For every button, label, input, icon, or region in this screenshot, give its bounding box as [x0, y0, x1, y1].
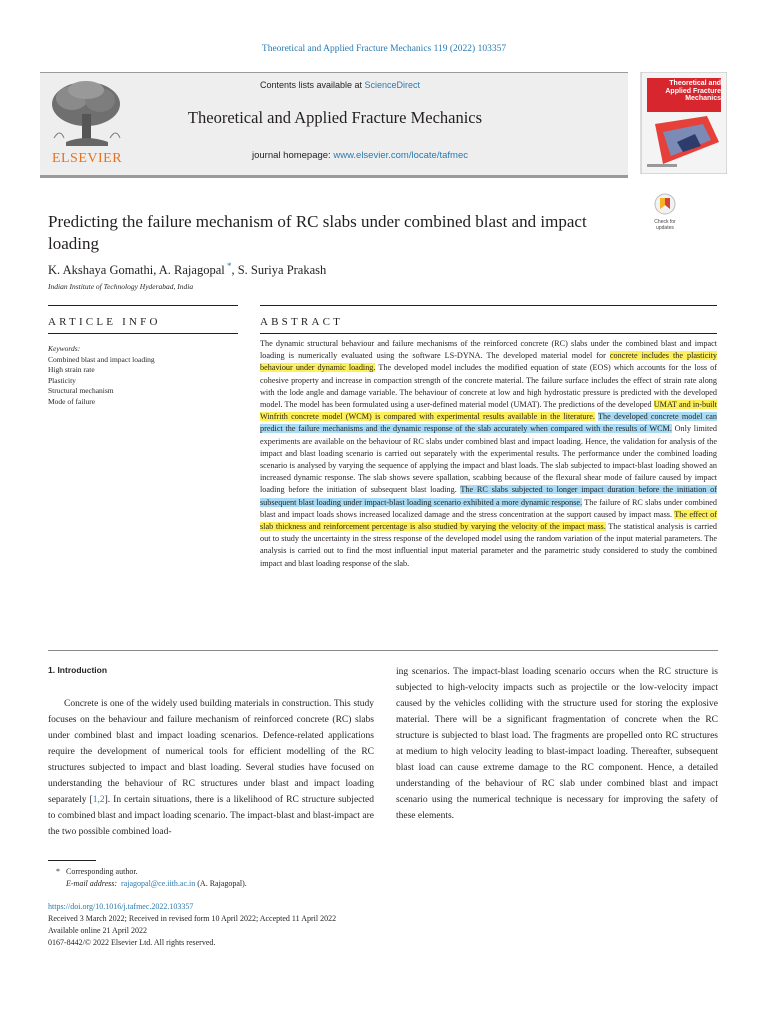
doi-link[interactable]: https://doi.org/10.1016/j.tafmec.2022.103357	[48, 902, 194, 911]
highlight-yellow[interactable]: concrete includes the plasticity behaviour under dynamic loading.	[260, 351, 717, 373]
journal-reference[interactable]: Theoretical and Applied Fracture Mechanics 119 (2022) 103357	[261, 44, 507, 54]
abstract-text-segment: The dynamic structural behaviour and failure mechanisms of the reinforced concrete (RC) slabs under the combined blast and impact loading is numerically evaluated using the software LS-DYNA. The developed material model for	[260, 339, 717, 361]
keyword-item: Plasticity	[48, 375, 76, 385]
keyword-item: High strain rate	[48, 365, 95, 375]
author-1: K. Akshaya Gomathi,	[48, 263, 159, 278]
highlight-blue[interactable]: The RC slabs subjected to longer impact duration before the initiation of subsequent blast loading under impact-blast loading scenario exhibited a more dynamic response.	[260, 485, 717, 507]
intro-text-segment: ]. In certain situations, there is a likelihood of RC structure subjected to combined blast and impact loading scenario. The impact-blast and blast-impact are the two possible combined load-	[48, 795, 374, 837]
corresponding-label: Corresponding author.	[66, 867, 138, 876]
keyword-item: Mode of failure	[48, 396, 96, 406]
crossmark-icon	[650, 193, 680, 215]
keywords-label: Keywords:	[48, 344, 81, 353]
email-link[interactable]: rajagopal@ce.iith.ac.in	[121, 879, 196, 888]
available-online: Available online 21 April 2022	[48, 926, 147, 935]
abstract-text-segment: The developed model includes the modified equation of state (EOS) which accounts for the loss of cohesive property and increase in compaction strength of the concrete material. The failure surface includes the effect of strain rate along with the lode angle and damage variable. The behaviour of concrete at low and high hydrostatic pressure is predicted with the developed model. The model has been formulated using a user-defined material model (UMAT). The predictions of the developed	[260, 363, 717, 410]
homepage-prefix: journal homepage:	[252, 150, 334, 161]
corresponding-author-mark[interactable]: *	[224, 261, 232, 271]
introduction-heading: 1. Introduction	[48, 665, 108, 675]
cover-title: Theoretical and Applied Fracture Mechanics	[665, 80, 721, 103]
author-3: , S. Suriya Prakash	[231, 263, 327, 278]
email-suffix: (A. Rajagopal).	[195, 879, 247, 888]
sciencedirect-link[interactable]: ScienceDirect	[364, 80, 421, 90]
contents-line	[180, 80, 500, 90]
keyword-item: Structural mechanism	[48, 386, 114, 396]
highlight-yellow[interactable]: The effect of slab thickness and reinforcement percentage is also studied by varying the velocity of the impact mass.	[260, 509, 717, 532]
updates-label: updates	[656, 224, 674, 231]
intro-text-segment: Concrete is one of the widely used building materials in construction. This study focuses on the behaviour and failure mechanism of reinforced concrete (RC) slabs under combined blast and impact loading scenarios. Defence-related applications require the development of numerical tools for efficient modelling of the RC structures subjected to impact and blast loading. Several studies have focused on understanding the behaviour of RC structures under blast and impact loading separately [	[48, 699, 374, 805]
abstract-heading: ABSTRACT	[260, 316, 344, 328]
author-list	[48, 261, 326, 278]
article-info-bottom-rule	[48, 333, 238, 334]
footnote-rule	[48, 860, 96, 861]
introduction-column-1	[48, 696, 374, 840]
homepage-link[interactable]: www.elsevier.com/locate/tafmec	[333, 150, 468, 161]
author-2: A. Rajagopal	[158, 263, 225, 278]
email-label: E-mail address:	[66, 879, 118, 888]
abstract-top-rule	[260, 305, 717, 306]
email-note	[66, 878, 247, 890]
footnote-star: *	[56, 867, 60, 876]
article-info-heading: ARTICLE INFO	[48, 316, 161, 328]
introduction-column-2: ing scenarios. The impact-blast loading scenario occurs when the RC structure is subjected to high-velocity impacts such as projectile or the low-velocity impact caused by the vehicles colliding with the structure used for storing the explosive material. There will be a significant fragmentation of concrete when the RC structure is subjected to blast load. The fragments are propelled onto RC structures at medium to high velocity leading to blast-impact loading. Thereafter, subsequent blast load can cause extreme damage to the RC component. Hence, a detailed understanding of the behaviour of RC slab under combined blast and impact scenario using the numerical technique is necessary for improving the safety of these elements.	[396, 667, 718, 821]
check-for-updates-badge[interactable]	[650, 193, 680, 231]
abstract-text-segment: The failure of RC slabs under combined blast and impact loads shows increased localized damage and the stress concentration at the support caused by impact mass.	[260, 497, 717, 519]
check-for-label: Check for	[654, 219, 676, 225]
abstract-end-rule	[48, 650, 718, 651]
highlight-blue[interactable]: The developed concrete model can predict the failure mechanisms and the dynamic response of the slab accurately when compared with the results of WCM.	[260, 412, 717, 434]
abstract-text-segment: The statistical analysis is carried out to study the uncertainty in the stress response of the developed model using the random variation of the input material parameters. The analysis is carried out to find the most influential input material parameter and the parametric study considered to study the combined impact and blast loading response of the slab.	[260, 522, 717, 568]
abstract-text-segment: Only limited experiments are available on the behaviour of RC slabs under combined blast and impact loading. Hence, the validation for analysis of the impact and blast loading scenario is carried out separately with the experimental results. The performance under the combined loading scenario is analysed by varying the sequence of applying the impact and blast loads. The slab subjected to impact-blast loading showed an increased dynamic response. The slab shows severe spallation, scabbing because of the flexural shear mode of failure caused by impact loading before the initiation of subsequent blast loading.	[260, 424, 717, 495]
article-info-top-rule	[48, 305, 238, 306]
keywords-block	[48, 344, 238, 408]
journal-cover-image	[637, 72, 727, 174]
abstract-text	[260, 338, 717, 570]
journal-homepage-line	[180, 150, 540, 161]
received-dates: Received 3 March 2022; Received in revised form 10 April 2022; Accepted 11 April 2022	[48, 914, 337, 923]
keyword-item: Combined blast and impact loading	[48, 354, 155, 364]
contents-prefix: Contents lists available at	[259, 80, 365, 90]
article-title: Predicting the failure mechanism of RC slabs under combined blast and impact loading	[48, 212, 587, 253]
copyright: 0167-8442/© 2022 Elsevier Ltd. All rights reserved.	[48, 938, 216, 947]
corresponding-author-note	[56, 866, 138, 878]
affiliation: Indian Institute of Technology Hyderabad, India	[48, 282, 194, 291]
publisher-wordmark: ELSEVIER	[51, 151, 123, 166]
abstract-bottom-rule	[260, 333, 717, 334]
citation-link[interactable]: 1,2	[92, 795, 105, 805]
journal-title: Theoretical and Applied Fracture Mechanics	[187, 108, 483, 127]
highlight-yellow[interactable]: UMAT and in-built Winfrith concrete model (WCM) is compared with experimental results available in the literature.	[260, 400, 718, 422]
